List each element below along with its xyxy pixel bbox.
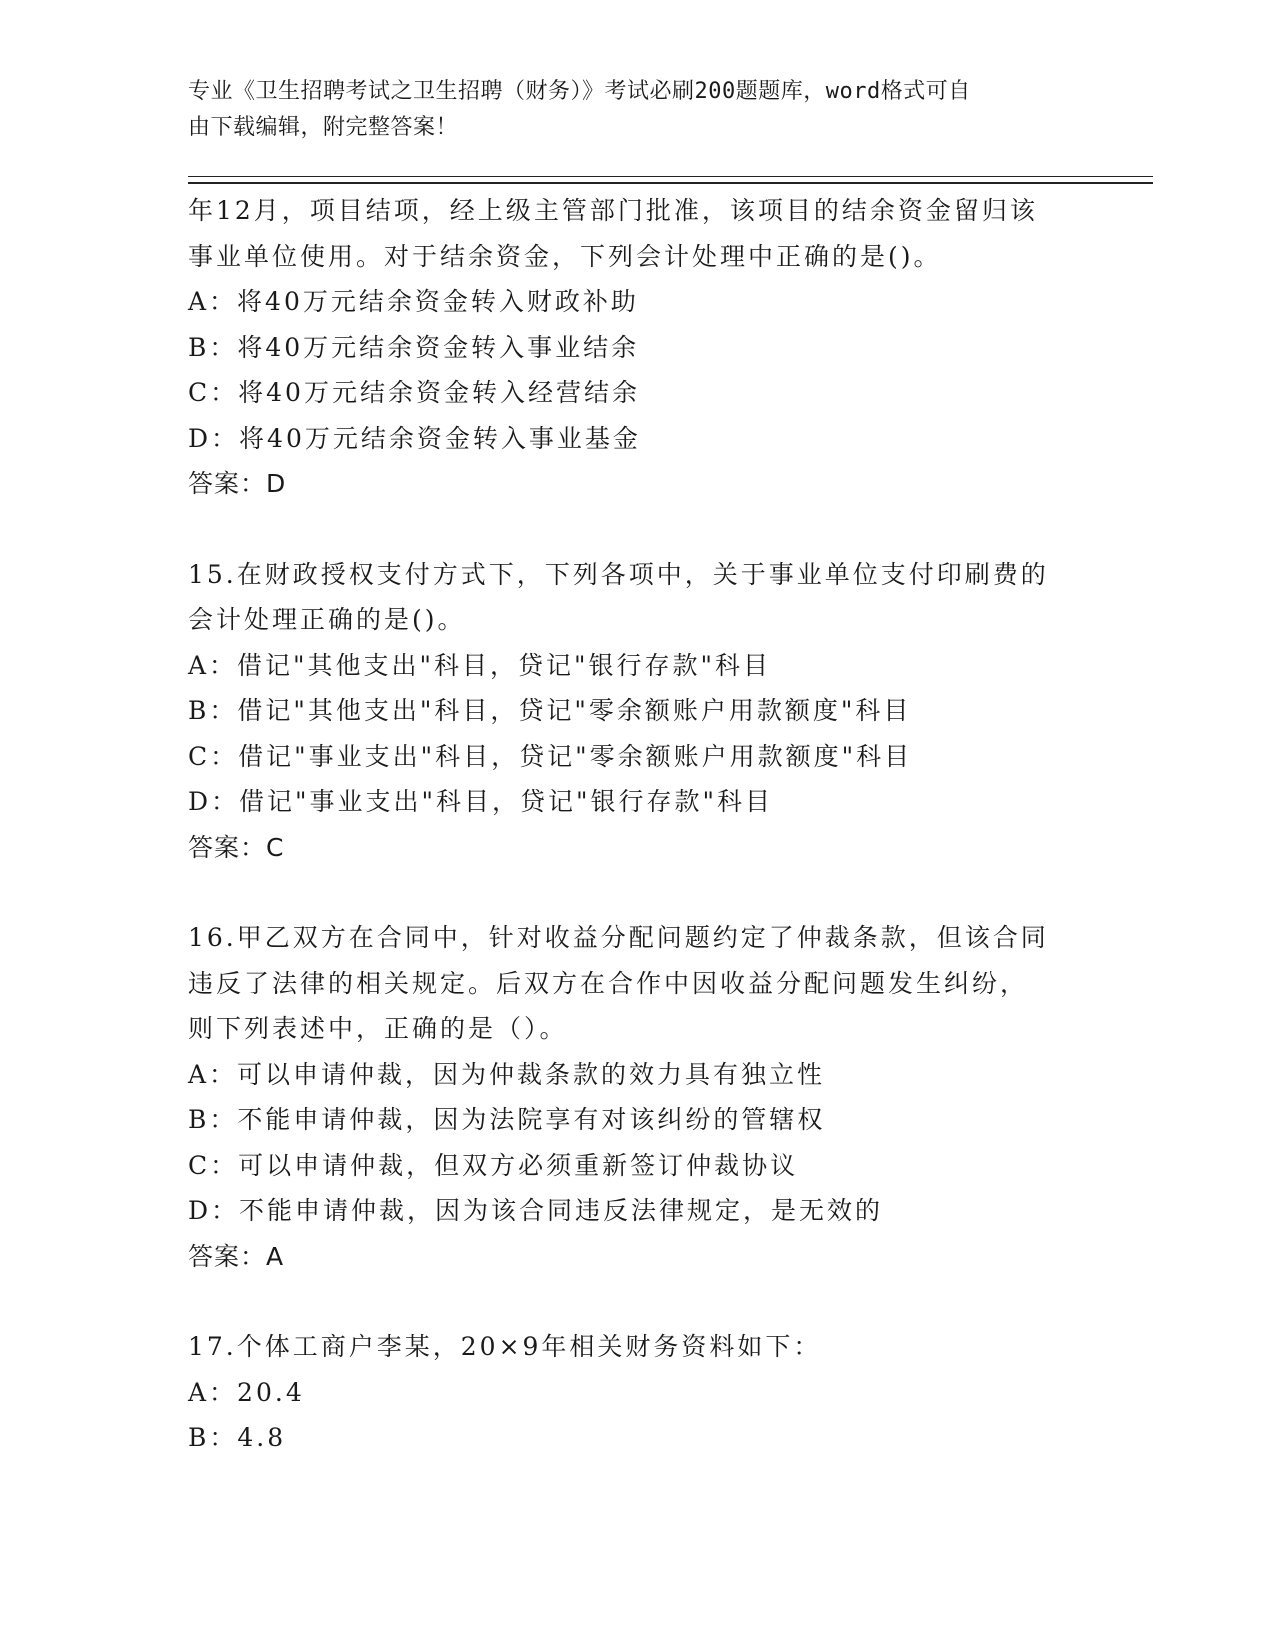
answer-line: 答案：A bbox=[188, 1241, 285, 1271]
document-body bbox=[188, 188, 1078, 1461]
option-d: D：将40万元结余资金转入事业基金 bbox=[188, 423, 641, 453]
option-a: A：将40万元结余资金转入财政补助 bbox=[188, 287, 639, 316]
option-c: C：可以申请仲裁，但双方必须重新签订仲裁协议 bbox=[188, 1150, 799, 1180]
header-title-line-1: 专业《卫生招聘考试之卫生招聘（财务）》考试必刷200题题库，word格式可自 bbox=[188, 79, 971, 104]
spacer bbox=[188, 870, 1078, 915]
question-14 bbox=[188, 188, 1078, 507]
option-d: D：不能申请仲裁，因为该合同违反法律规定，是无效的 bbox=[188, 1196, 884, 1225]
header-divider-thick bbox=[188, 182, 1153, 184]
option-b: B：将40万元结余资金转入事业结余 bbox=[188, 332, 640, 362]
question-17 bbox=[188, 1324, 1078, 1461]
answer-line: 答案：C bbox=[188, 832, 285, 862]
question-stem: 违反了法律的相关规定。后双方在合作中因收益分配问题发生纠纷， bbox=[188, 968, 1029, 998]
answer-line: 答案：D bbox=[188, 469, 287, 498]
header-title-line-2: 由下载编辑，附完整答案！ bbox=[188, 115, 459, 140]
question-15 bbox=[188, 552, 1078, 871]
option-b: B：不能申请仲裁，因为法院享有对该纠纷的管辖权 bbox=[188, 1105, 826, 1134]
question-16 bbox=[188, 915, 1078, 1279]
option-c: C：将40万元结余资金转入经营结余 bbox=[188, 378, 640, 407]
header-divider-thin bbox=[188, 176, 1153, 177]
option-b: B：借记"其他支出"科目，贷记"零余额账户用款额度"科目 bbox=[188, 696, 912, 725]
question-stem: 15.在财政授权支付方式下，下列各项中，关于事业单位支付印刷费的 bbox=[188, 559, 1049, 589]
option-a: A：借记"其他支出"科目，贷记"银行存款"科目 bbox=[188, 650, 772, 680]
option-d: D：借记"事业支出"科目，贷记"银行存款"科目 bbox=[188, 787, 774, 816]
option-a: A：20.4 bbox=[188, 1377, 305, 1407]
question-stem: 年12月，项目结项，经上级主管部门批准，该项目的结余资金留归该 bbox=[188, 196, 1038, 225]
document-header bbox=[188, 74, 1068, 146]
option-b: B：4.8 bbox=[188, 1423, 287, 1452]
question-stem: 会计处理正确的是()。 bbox=[188, 605, 466, 634]
question-stem: 17.个体工商户李某，20×9年相关财务资料如下： bbox=[188, 1332, 822, 1361]
question-stem: 事业单位使用。对于结余资金，下列会计处理中正确的是()。 bbox=[188, 241, 942, 271]
question-stem: 则下列表述中，正确的是（）。 bbox=[188, 1014, 568, 1043]
spacer bbox=[188, 1279, 1078, 1324]
option-a: A：可以申请仲裁，因为仲裁条款的效力具有独立性 bbox=[188, 1059, 826, 1089]
option-c: C：借记"事业支出"科目，贷记"零余额账户用款额度"科目 bbox=[188, 741, 913, 771]
spacer bbox=[188, 507, 1078, 552]
question-stem: 16.甲乙双方在合同中，针对收益分配问题约定了仲裁条款，但该合同 bbox=[188, 923, 1049, 952]
